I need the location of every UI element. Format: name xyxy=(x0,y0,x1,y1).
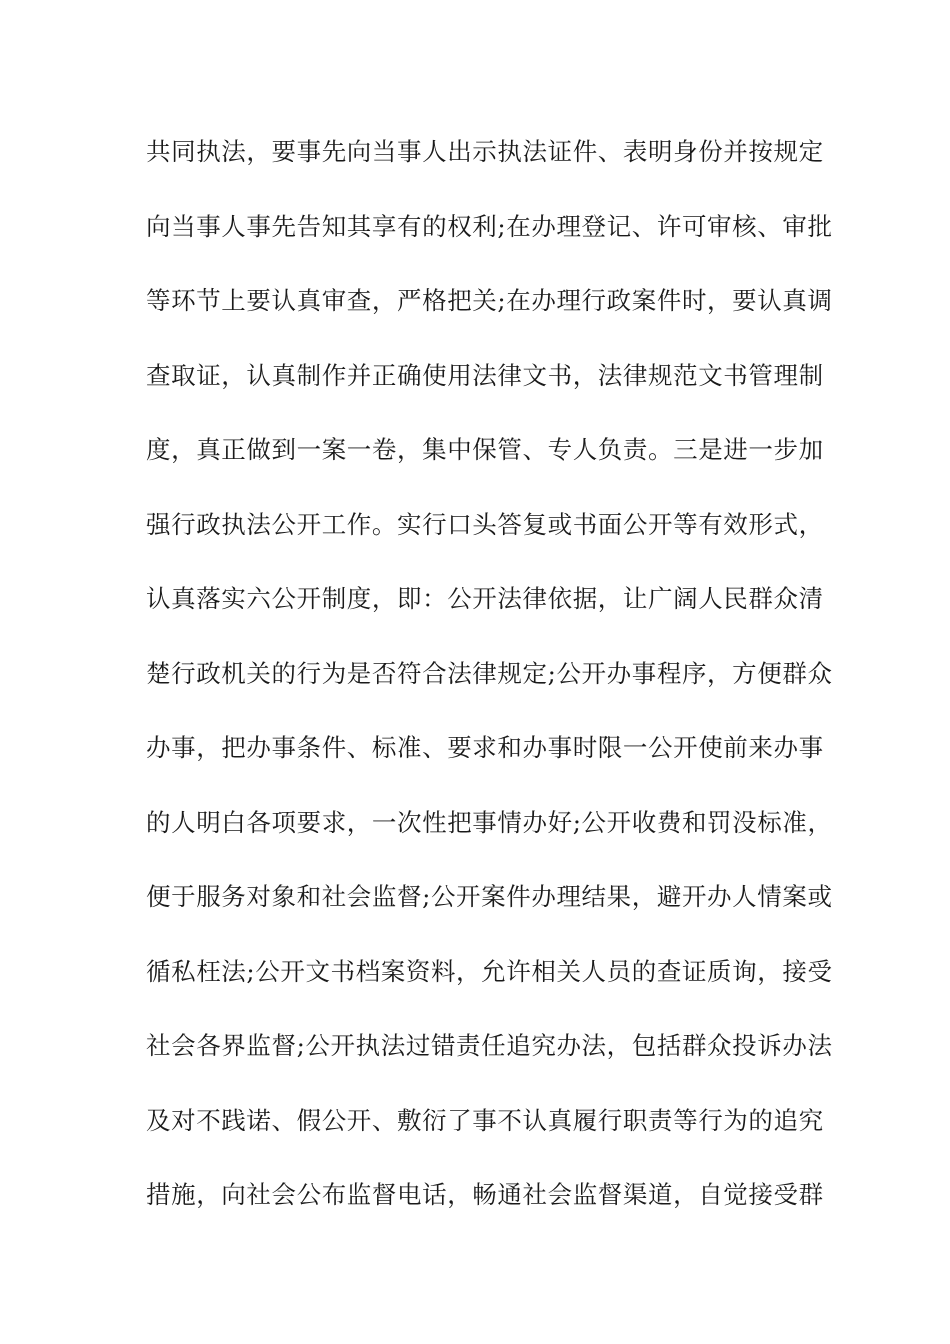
body-paragraph xyxy=(146,128,833,1246)
text-line-15: 措施，向社会公布监督电话，畅通社会监督渠道，自觉接受群 xyxy=(146,1180,824,1209)
text-line-13: 社会各界监督;公开执法过错责任追究办法，包括群众投诉办法 xyxy=(146,1031,833,1060)
text-line-5: 度，真正做到一案一卷，集中保管、专人负责。三是进一步加 xyxy=(146,435,824,464)
text-line-10: 的人明白各项要求，一次性把事情办好;公开收费和罚没标准， xyxy=(146,807,833,837)
text-line-7: 认真落实六公开制度，即：公开法律依据，让广阔人民群众清 xyxy=(146,584,824,613)
text-line-8: 楚行政机关的行为是否符合法律规定;公开办事程序，方便群众 xyxy=(146,658,833,688)
text-line-14: 及对不践诺、假公开、敷衍了事不认真履行职责等行为的追究 xyxy=(146,1105,824,1135)
text-line-9: 办事，把办事条件、标准、要求和办事时限一公开使前来办事 xyxy=(146,733,824,762)
text-line-3: 等环节上要认真审查，严格把关;在办理行政案件时，要认真调 xyxy=(146,286,833,315)
text-line-4: 查取证，认真制作并正确使用法律文书，法律规范文书管理制 xyxy=(146,360,824,390)
text-line-2: 向当事人事先告知其享有的权利;在办理登记、许可审核、审批 xyxy=(146,211,833,241)
text-line-12: 循私枉法;公开文书档案资料，允许相关人员的查证质询，接受 xyxy=(146,956,833,986)
text-line-1: 共同执法，要事先向当事人出示执法证件、表明身份并按规定 xyxy=(146,137,824,166)
text-line-11: 便于服务对象和社会监督;公开案件办理结果，避开办人情案或 xyxy=(146,882,833,911)
text-line-6: 强行政执法公开工作。实行口头答复或书面公开等有效形式， xyxy=(146,509,824,539)
